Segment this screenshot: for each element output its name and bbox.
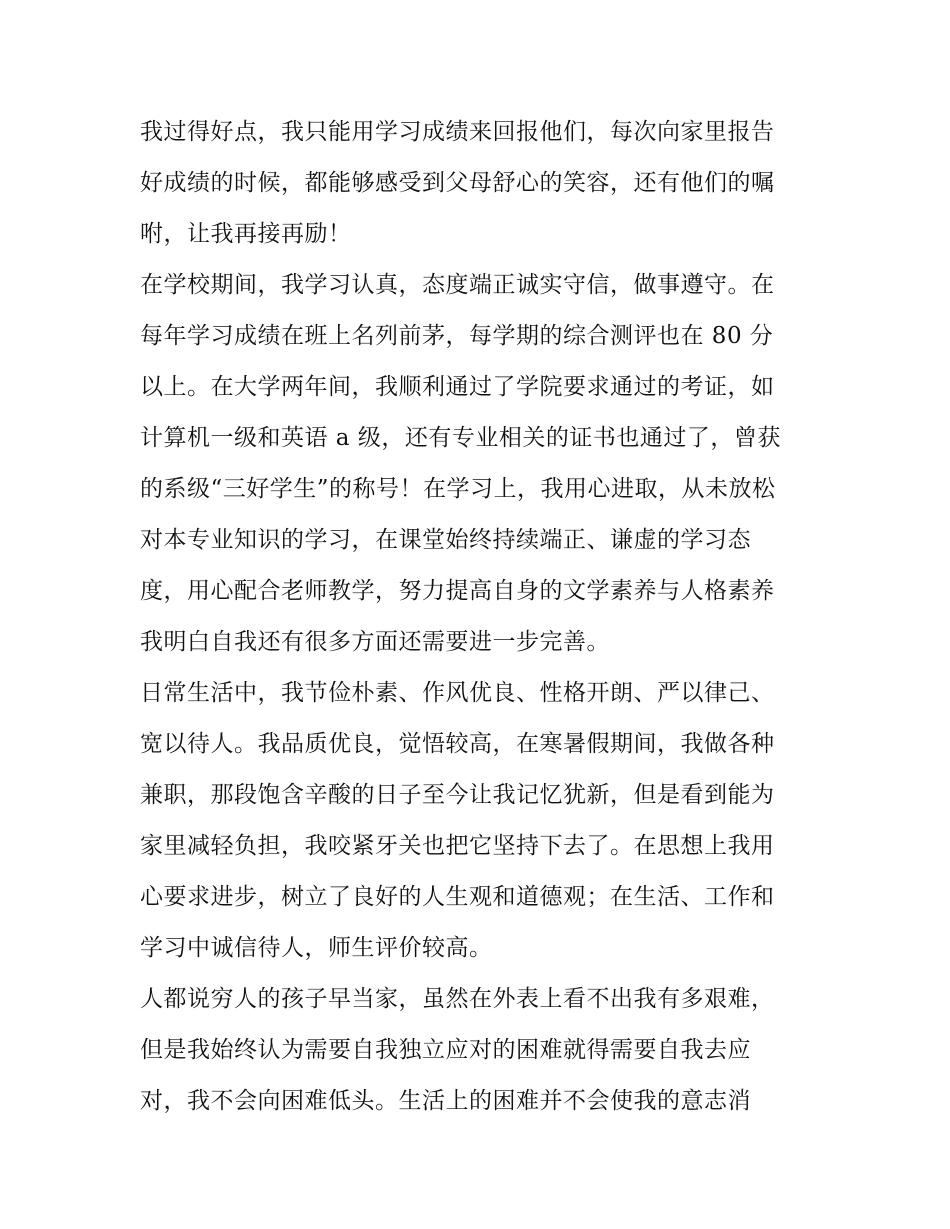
text-line: 计算机一级和英语 a 级，还有专业相关的证书也通过了，曾获 xyxy=(140,425,781,451)
text-line: 兼职，那段饱含辛酸的日子至今让我记忆犹新，但是看到能为 xyxy=(140,782,775,808)
text-line: 对，我不会向困难低头。生活上的困难并不会使我的意志消 xyxy=(140,1088,751,1114)
text-line: 的系级“三好学生”的称号！在学习上，我用心进取，从未放松 xyxy=(140,476,776,502)
text-line: 学习中诚信待人，师生评价较高。 xyxy=(140,935,493,961)
text-line: 每年学习成绩在班上名列前茅，每学期的综合测评也在 80 分 xyxy=(140,323,774,349)
text-line: 日常生活中，我节俭朴素、作风优良、性格开朗、严以律己、 xyxy=(140,680,775,706)
body-text xyxy=(140,107,830,1127)
text-line: 对本专业知识的学习，在课堂始终持续端正、谦虚的学习态 xyxy=(140,527,751,553)
text-line: 我过得好点，我只能用学习成绩来回报他们，每次向家里报告 xyxy=(140,119,775,145)
text-line: 好成绩的时候，都能够感受到父母舒心的笑容，还有他们的嘱 xyxy=(140,170,775,196)
text-line: 度，用心配合老师教学，努力提高自身的文学素养与人格素养 xyxy=(140,578,775,604)
text-line: 以上。在大学两年间，我顺利通过了学院要求通过的考证，如 xyxy=(140,374,775,400)
text-line: 家里减轻负担，我咬紧牙关也把它坚持下去了。在思想上我用 xyxy=(140,833,775,859)
text-line: 宽以待人。我品质优良，觉悟较高，在寒暑假期间，我做各种 xyxy=(140,731,775,757)
text-line: 我明白自我还有很多方面还需要进一步完善。 xyxy=(140,629,610,655)
text-line: 心要求进步，树立了良好的人生观和道德观；在生活、工作和 xyxy=(140,884,775,910)
text-line: 人都说穷人的孩子早当家，虽然在外表上看不出我有多艰难， xyxy=(140,986,775,1012)
text-line: 咐，让我再接再励！ xyxy=(140,221,352,247)
text-line: 在学校期间，我学习认真，态度端正诚实守信，做事遵守。在 xyxy=(140,272,775,298)
text-line: 但是我始终认为需要自我独立应对的困难就得需要自我去应 xyxy=(140,1037,751,1063)
